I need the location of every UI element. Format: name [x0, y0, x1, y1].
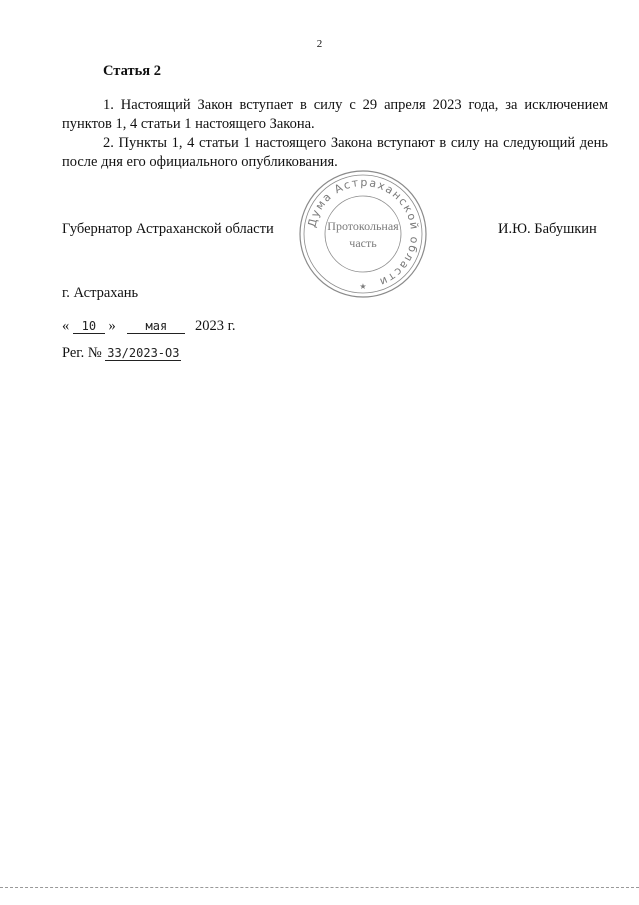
date-month: мая — [127, 319, 185, 334]
registration-label: Рег. № — [62, 345, 102, 361]
stamp-ring-text: Дума Астраханской области — [305, 175, 422, 290]
governor-name: И.Ю. Бабушкин — [498, 221, 597, 237]
governor-title: Губернатор Астраханской области — [62, 221, 274, 237]
page-bottom-divider — [0, 887, 639, 888]
registration-line — [62, 345, 181, 362]
article-paragraph-1: 1. Настоящий Закон вступает в силу с 29 апреля 2023 года, за исключением пунктов 1, 4 статьи 1 настоящего Закона. — [62, 97, 608, 132]
stamp-center-line1: Протокольная — [327, 219, 399, 233]
date-year: 2023 г. — [195, 318, 236, 334]
stamp-center-line2: часть — [349, 236, 377, 250]
signing-date — [62, 318, 236, 335]
page-number: 2 — [316, 38, 323, 50]
date-close-quote: » — [108, 318, 116, 334]
article-paragraph-2: 2. Пункты 1, 4 статьи 1 настоящего Закона вступают в силу на следующий день после дня его официального опубликования. — [62, 135, 608, 170]
date-day: 10 — [73, 319, 105, 334]
registration-number: 33/2023-ОЗ — [107, 346, 180, 360]
city-name: г. Астрахань — [62, 285, 139, 301]
article-title: Статья 2 — [103, 63, 161, 79]
stamp-star-icon: ★ — [359, 282, 367, 291]
official-stamp — [288, 168, 438, 300]
date-open-quote: « — [62, 318, 70, 334]
